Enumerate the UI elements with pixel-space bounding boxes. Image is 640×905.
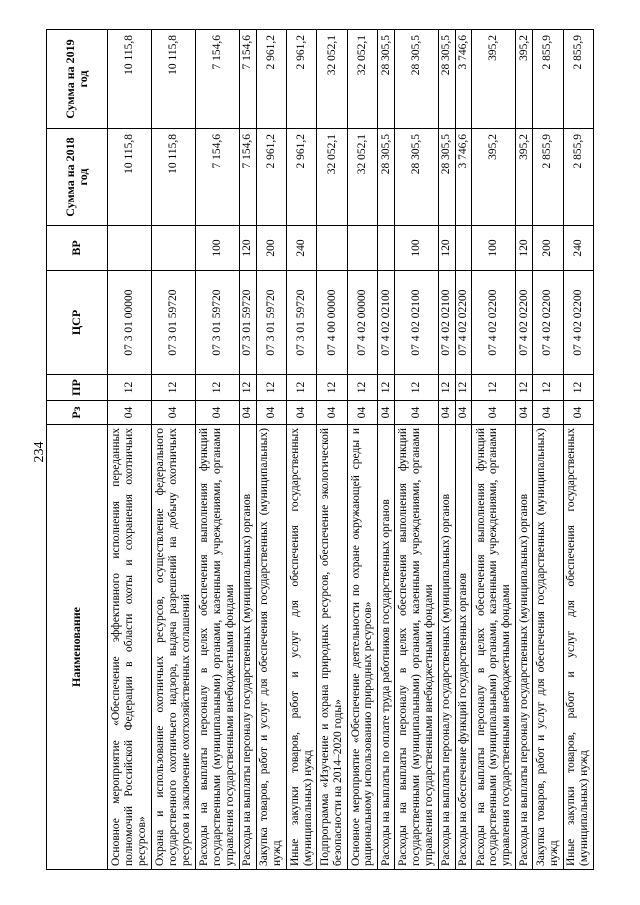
cell-sum-2018: 2 855,9 xyxy=(533,129,563,226)
cell-sum-2019: 28 305,5 xyxy=(378,30,395,129)
cell-name: Основное мероприятие «Обеспечение деятельности по охране окружающей среды и рациональному использованию природных ресурсов» xyxy=(347,425,377,870)
cell-rz: 04 xyxy=(472,401,516,425)
cell-vr xyxy=(455,226,472,271)
cell-vr xyxy=(151,226,195,271)
cell-pr: 12 xyxy=(317,375,347,401)
table-row xyxy=(317,30,347,870)
cell-vr: 200 xyxy=(256,226,286,271)
cell-name: Закупка товаров, работ и услуг для обеспечения государственных (муниципальных) нужд xyxy=(256,425,286,870)
cell-rz: 04 xyxy=(151,401,195,425)
cell-rz: 04 xyxy=(317,401,347,425)
cell-rz: 04 xyxy=(455,401,472,425)
cell-sum-2019: 2 855,9 xyxy=(533,30,563,129)
header-vr: ВР xyxy=(47,226,108,271)
cell-name: Расходы на выплаты по оплате труда работников государственных органов xyxy=(378,425,395,870)
cell-sum-2019: 32 052,1 xyxy=(317,30,347,129)
table-row xyxy=(533,30,563,870)
header-rz: Рз xyxy=(47,401,108,425)
cell-pr: 12 xyxy=(256,375,286,401)
table-row xyxy=(394,30,438,870)
cell-csr: 07 4 02 02200 xyxy=(516,271,533,375)
header-sum-2018: Сумма на 2018 год xyxy=(47,129,108,226)
cell-sum-2019: 2 961,2 xyxy=(256,30,286,129)
rotated-page xyxy=(46,30,594,870)
table-row xyxy=(239,30,256,870)
cell-sum-2019: 2 961,2 xyxy=(287,30,317,129)
cell-name: Расходы на выплаты персоналу государственных (муниципальных) органов xyxy=(239,425,256,870)
cell-sum-2019: 2 855,9 xyxy=(563,30,593,129)
cell-pr: 12 xyxy=(516,375,533,401)
header-pr: ПР xyxy=(47,375,108,401)
cell-vr xyxy=(108,226,152,271)
cell-sum-2018: 7 154,6 xyxy=(195,129,239,226)
cell-csr: 07 3 01 00000 xyxy=(108,271,152,375)
cell-sum-2018: 10 115,8 xyxy=(151,129,195,226)
cell-name: Закупка товаров, работ и услуг для обеспечения государственных (муниципальных) нужд xyxy=(533,425,563,870)
table-body xyxy=(108,30,594,870)
cell-sum-2018: 10 115,8 xyxy=(108,129,152,226)
cell-sum-2018: 2 961,2 xyxy=(287,129,317,226)
cell-rz: 04 xyxy=(533,401,563,425)
cell-rz: 04 xyxy=(195,401,239,425)
cell-pr: 12 xyxy=(287,375,317,401)
cell-sum-2019: 7 154,6 xyxy=(195,30,239,129)
cell-sum-2018: 28 305,5 xyxy=(438,129,455,226)
cell-vr: 240 xyxy=(287,226,317,271)
cell-sum-2019: 28 305,5 xyxy=(438,30,455,129)
cell-sum-2019: 32 052,1 xyxy=(347,30,377,129)
cell-name: Иные закупки товаров, работ и услуг для обеспечения государственных (муниципальных) нужд xyxy=(287,425,317,870)
cell-rz: 04 xyxy=(108,401,152,425)
cell-sum-2018: 28 305,5 xyxy=(394,129,438,226)
header-name: Наименование xyxy=(47,425,108,870)
cell-csr: 07 4 02 00000 xyxy=(347,271,377,375)
cell-name: Расходы на обеспечение функций государственных органов xyxy=(455,425,472,870)
budget-table xyxy=(46,29,594,870)
cell-vr: 200 xyxy=(533,226,563,271)
cell-name: Расходы на выплаты персоналу в целях обеспечения выполнения функций государственными (муниципальными) органами, казенными учреждениями, органами управления государственными внебюджетными фондами xyxy=(195,425,239,870)
cell-name: Расходы на выплаты персоналу государственных (муниципальных) органов xyxy=(516,425,533,870)
cell-pr: 12 xyxy=(239,375,256,401)
cell-sum-2019: 3 746,6 xyxy=(455,30,472,129)
cell-pr: 12 xyxy=(438,375,455,401)
cell-vr xyxy=(317,226,347,271)
cell-csr: 07 3 01 59720 xyxy=(256,271,286,375)
table-row xyxy=(108,30,152,870)
cell-name: Основное мероприятие «Обеспечение эффективного исполнения переданных полномочий Российской Федерации в области охоты и сохранения охотничьих ресурсов» xyxy=(108,425,152,870)
cell-pr: 12 xyxy=(378,375,395,401)
table-row xyxy=(287,30,317,870)
cell-sum-2019: 10 115,8 xyxy=(108,30,152,129)
cell-sum-2019: 395,2 xyxy=(472,30,516,129)
cell-rz: 04 xyxy=(438,401,455,425)
cell-name: Иные закупки товаров, работ и услуг для обеспечения государственных (муниципальных) нужд xyxy=(563,425,593,870)
cell-csr: 07 3 01 59720 xyxy=(195,271,239,375)
cell-pr: 12 xyxy=(394,375,438,401)
cell-pr: 12 xyxy=(472,375,516,401)
cell-pr: 12 xyxy=(455,375,472,401)
cell-name: Подпрограмма «Изучение и охрана природных ресурсов, обеспечение экологической безопасности на 2014–2020 годы» xyxy=(317,425,347,870)
cell-rz: 04 xyxy=(516,401,533,425)
cell-pr: 12 xyxy=(347,375,377,401)
cell-csr: 07 3 01 59720 xyxy=(287,271,317,375)
table-row xyxy=(455,30,472,870)
cell-rz: 04 xyxy=(394,401,438,425)
cell-vr: 100 xyxy=(195,226,239,271)
cell-sum-2018: 395,2 xyxy=(472,129,516,226)
cell-csr: 07 4 02 02100 xyxy=(438,271,455,375)
cell-csr: 07 4 00 00000 xyxy=(317,271,347,375)
cell-vr: 240 xyxy=(563,226,593,271)
cell-sum-2019: 395,2 xyxy=(516,30,533,129)
table-row xyxy=(256,30,286,870)
cell-pr: 12 xyxy=(563,375,593,401)
cell-rz: 04 xyxy=(378,401,395,425)
cell-sum-2018: 28 305,5 xyxy=(378,129,395,226)
cell-pr: 12 xyxy=(108,375,152,401)
cell-vr xyxy=(378,226,395,271)
cell-sum-2019: 10 115,8 xyxy=(151,30,195,129)
table-row xyxy=(563,30,593,870)
cell-csr: 07 3 01 59720 xyxy=(151,271,195,375)
cell-csr: 07 4 02 02200 xyxy=(455,271,472,375)
cell-vr: 100 xyxy=(394,226,438,271)
table-row xyxy=(195,30,239,870)
table-row xyxy=(378,30,395,870)
cell-sum-2018: 32 052,1 xyxy=(317,129,347,226)
table-row xyxy=(347,30,377,870)
cell-name: Расходы на выплаты персоналу государственных (муниципальных) органов xyxy=(438,425,455,870)
cell-rz: 04 xyxy=(287,401,317,425)
cell-sum-2018: 3 746,6 xyxy=(455,129,472,226)
cell-name: Расходы на выплаты персоналу в целях обеспечения выполнения функций государственными (муниципальными) органами, казенными учреждениями, органами управления государственными внебюджетными фондами xyxy=(472,425,516,870)
page-number: 234 xyxy=(32,441,47,463)
cell-rz: 04 xyxy=(347,401,377,425)
cell-csr: 07 4 02 02200 xyxy=(533,271,563,375)
cell-sum-2018: 395,2 xyxy=(516,129,533,226)
cell-vr: 100 xyxy=(472,226,516,271)
table-row xyxy=(516,30,533,870)
cell-csr: 07 4 02 02200 xyxy=(472,271,516,375)
cell-pr: 12 xyxy=(151,375,195,401)
table-header-row xyxy=(47,30,108,870)
cell-sum-2019: 28 305,5 xyxy=(394,30,438,129)
table-row xyxy=(438,30,455,870)
cell-vr xyxy=(347,226,377,271)
table-row xyxy=(151,30,195,870)
cell-rz: 04 xyxy=(563,401,593,425)
table-row xyxy=(472,30,516,870)
cell-vr: 120 xyxy=(239,226,256,271)
cell-csr: 07 4 02 02100 xyxy=(378,271,395,375)
cell-sum-2018: 32 052,1 xyxy=(347,129,377,226)
cell-sum-2019: 7 154,6 xyxy=(239,30,256,129)
cell-csr: 07 4 02 02100 xyxy=(394,271,438,375)
header-sum-2019: Сумма на 2019 год xyxy=(47,30,108,129)
header-csr: ЦСР xyxy=(47,271,108,375)
cell-name: Расходы на выплаты персоналу в целях обеспечения выполнения функций государственными (муниципальными) органами, казенными учреждениями, органами управления государственными внебюджетными фондами xyxy=(394,425,438,870)
cell-rz: 04 xyxy=(239,401,256,425)
cell-pr: 12 xyxy=(195,375,239,401)
cell-name: Охрана и использование охотничьих ресурсов, осуществление федерального государственного охотничьего надзора, выдача разрешений на добычу охотничьих ресурсов и заключение охотхозяйственных соглашений xyxy=(151,425,195,870)
cell-vr: 120 xyxy=(438,226,455,271)
cell-sum-2018: 7 154,6 xyxy=(239,129,256,226)
cell-vr: 120 xyxy=(516,226,533,271)
cell-sum-2018: 2 855,9 xyxy=(563,129,593,226)
cell-pr: 12 xyxy=(533,375,563,401)
cell-csr: 07 4 02 02200 xyxy=(563,271,593,375)
cell-csr: 07 3 01 59720 xyxy=(239,271,256,375)
cell-sum-2018: 2 961,2 xyxy=(256,129,286,226)
cell-rz: 04 xyxy=(256,401,286,425)
